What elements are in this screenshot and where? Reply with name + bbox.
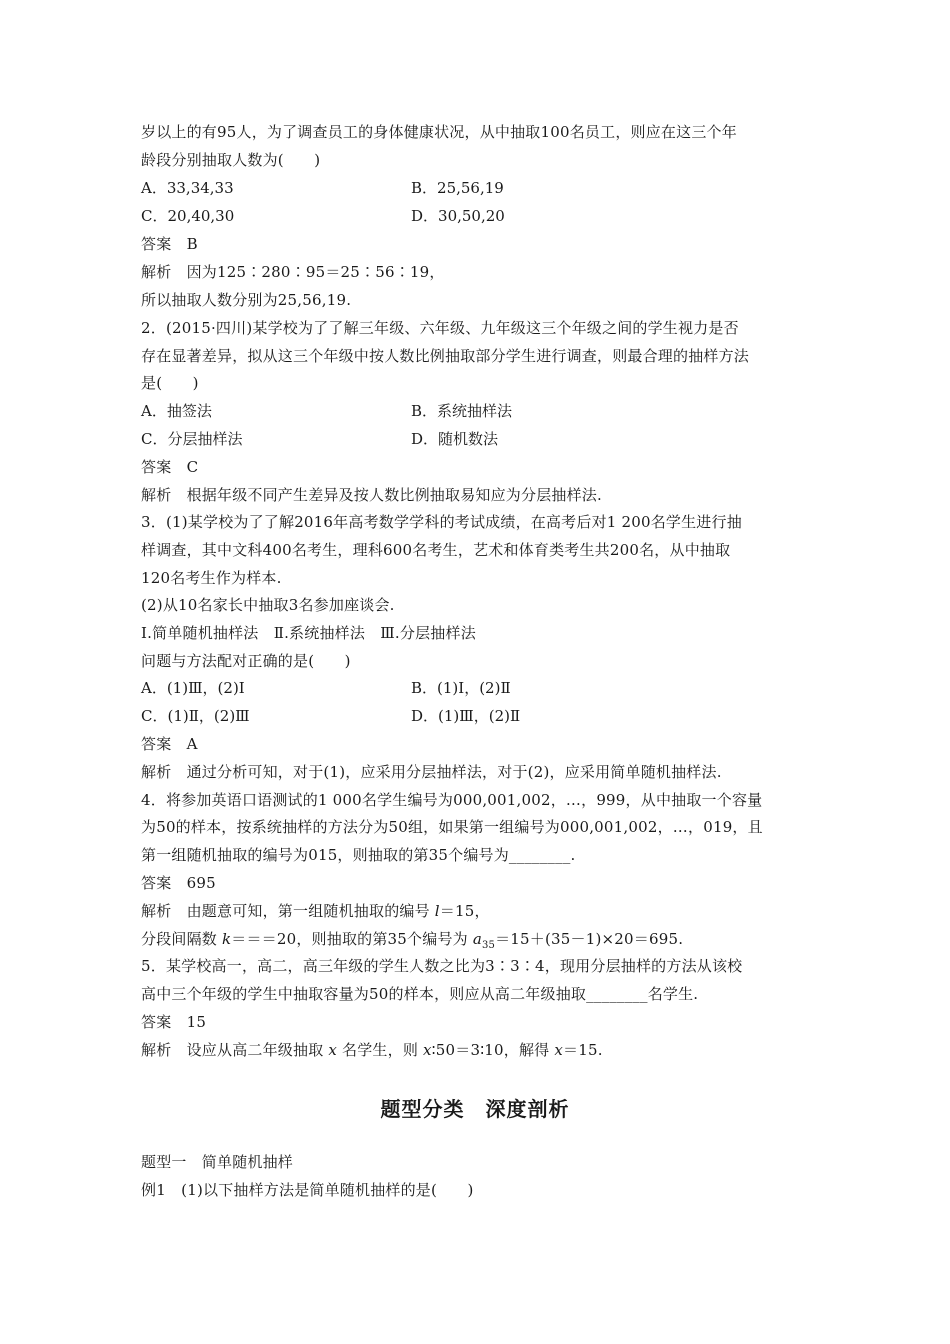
- option-b: B．系统抽样法: [411, 402, 513, 420]
- analysis-line: 所以抽取人数分别为25,56,19.: [141, 291, 352, 309]
- type-title: 题型一 简单随机抽样: [141, 1153, 294, 1171]
- question-stem: 第一组随机抽取的编号为015，则抽取的第35个编号为________.: [141, 846, 576, 864]
- option-d: D．随机数法: [411, 430, 499, 448]
- example-line: 例1 (1)以下抽样方法是简单随机抽样的是( ): [141, 1181, 474, 1199]
- option-c: C．(1)Ⅱ，(2)Ⅲ: [141, 707, 250, 725]
- analysis-line: 解析 由题意可知，第一组随机抽取的编号 l＝15，: [141, 902, 490, 920]
- question-stem: Ⅰ.简单随机抽样法 Ⅱ.系统抽样法 Ⅲ.分层抽样法: [141, 624, 476, 642]
- question-stem: 5．某学校高一，高二，高三年级的学生人数之比为3∶3∶4，现用分层抽样的方法从该校: [141, 957, 743, 975]
- answer-line: 答案 A: [141, 735, 198, 753]
- text-line: 岁以上的有95人，为了调查员工的身体健康状况，从中抽取100名员工，则应在这三个年: [141, 123, 737, 141]
- option-d: D．30,50,20: [411, 207, 505, 225]
- answer-line: 答案 C: [141, 458, 199, 476]
- question-stem: 2．(2015·四川)某学校为了了解三年级、六年级、九年级这三个年级之间的学生视力是否: [141, 319, 739, 337]
- question-stem: (2)从10名家长中抽取3名参加座谈会.: [141, 596, 395, 614]
- answer-line: 答案 695: [141, 874, 216, 892]
- question-stem: 存在显著差异，拟从这三个年级中按人数比例抽取部分学生进行调查，则最合理的抽样方法: [141, 347, 750, 365]
- analysis-line: 解析 因为125∶280∶95＝25∶56∶19，: [141, 263, 445, 281]
- option-c: C．20,40,30: [141, 207, 235, 225]
- question-stem: 4．将参加英语口语测试的1 000名学生编号为000,001,002，…，999，从中抽取一个容量: [141, 791, 763, 809]
- option-c: C．分层抽样法: [141, 430, 243, 448]
- analysis-line: 解析 设应从高二年级抽取 x 名学生，则 x∶50＝3∶10，解得 x＝15.: [141, 1041, 603, 1059]
- answer-line: 答案 B: [141, 235, 198, 253]
- analysis-line: 解析 通过分析可知，对于(1)，应采用分层抽样法，对于(2)，应采用简单随机抽样法.: [141, 763, 722, 781]
- question-stem: 是( ): [141, 374, 199, 392]
- answer-line: 答案 15: [141, 1013, 207, 1031]
- question-stem: 问题与方法配对正确的是( ): [141, 652, 351, 670]
- question-stem: 3．(1)某学校为了了解2016年高考数学学科的考试成绩，在高考后对1 200名学生进行抽: [141, 513, 742, 531]
- question-stem: 为50的样本，按系统抽样的方法分为50组，如果第一组编号为000,001,002，…，019，且: [141, 818, 763, 836]
- option-d: D．(1)Ⅲ，(2)Ⅱ: [411, 707, 521, 725]
- section-heading: 题型分类 深度剖析: [380, 1097, 570, 1121]
- option-a: A．(1)Ⅲ，(2)Ⅰ: [141, 679, 245, 697]
- question-stem: 样调查，其中文科400名考生，理科600名考生，艺术和体育类考生共200名，从中抽取: [141, 541, 731, 559]
- text-line: 龄段分别抽取人数为( ): [141, 151, 321, 169]
- option-a: A．33,34,33: [141, 179, 234, 197]
- analysis-line: 解析 根据年级不同产生差异及按人数比例抽取易知应为分层抽样法.: [141, 486, 602, 504]
- analysis-line: 分段间隔数 k＝＝＝20，则抽取的第35个编号为 $a_{35}=15+(35-1)\times 20=695$.: [141, 930, 684, 951]
- option-a: A．抽签法: [141, 402, 212, 420]
- option-b: B．25,56,19: [411, 179, 504, 197]
- question-stem: 120名考生作为样本.: [141, 569, 282, 587]
- question-stem: 高中三个年级的学生中抽取容量为50的样本，则应从高二年级抽取________名学生.: [141, 985, 699, 1003]
- option-b: B．(1)Ⅰ，(2)Ⅱ: [411, 679, 511, 697]
